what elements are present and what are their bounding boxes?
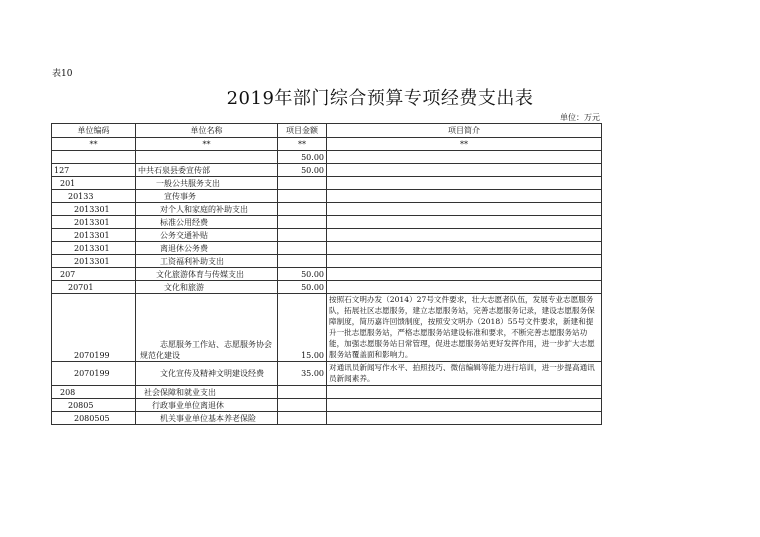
desc-cell	[327, 177, 602, 190]
code-cell: 20701	[52, 281, 136, 294]
code-cell: 2013301	[52, 229, 136, 242]
table-row	[52, 177, 602, 190]
name-cell	[136, 151, 278, 164]
amount-cell	[278, 190, 327, 203]
amount-cell: 50.00	[278, 281, 327, 294]
amount-cell	[278, 229, 327, 242]
desc-cell	[327, 412, 602, 425]
code-cell: 2080505	[52, 412, 136, 425]
code-cell	[52, 151, 136, 164]
placeholder-row	[52, 138, 602, 151]
code-cell: 20805	[52, 399, 136, 412]
table-row	[52, 399, 602, 412]
table-row	[52, 281, 602, 294]
name-cell: 行政事业单位离退休	[136, 399, 278, 412]
name-cell: 社会保障和就业支出	[136, 386, 278, 399]
desc-cell	[327, 190, 602, 203]
name-cell: 离退休公务费	[136, 242, 278, 255]
placeholder-cell: **	[327, 138, 602, 151]
amount-cell	[278, 177, 327, 190]
amount-cell	[278, 242, 327, 255]
table-row	[52, 412, 602, 425]
name-cell: 文化旅游体育与传媒支出	[136, 268, 278, 281]
name-cell: 文化和旅游	[136, 281, 278, 294]
amount-cell	[278, 255, 327, 268]
name-cell: 工资福利补助支出	[136, 255, 278, 268]
code-cell: 201	[52, 177, 136, 190]
desc-cell	[327, 229, 602, 242]
desc-cell	[327, 203, 602, 216]
header-desc: 项目简介	[327, 124, 602, 138]
desc-cell	[327, 268, 602, 281]
code-cell: 2013301	[52, 216, 136, 229]
amount-cell	[278, 216, 327, 229]
amount-cell: 15.00	[278, 294, 327, 362]
header-code: 单位编码	[52, 124, 136, 138]
name-cell: 宣传事务	[136, 190, 278, 203]
desc-cell	[327, 399, 602, 412]
table-row	[52, 229, 602, 242]
table-row	[52, 255, 602, 268]
desc-cell	[327, 151, 602, 164]
code-cell: 2070199	[52, 362, 136, 386]
header-name: 单位名称	[136, 124, 278, 138]
table-row	[52, 268, 602, 281]
page-title: 2019年部门综合预算专项经费支出表	[226, 88, 534, 109]
amount-cell	[278, 399, 327, 412]
table-row	[52, 164, 602, 177]
placeholder-cell: **	[52, 138, 136, 151]
name-cell: 标准公用经费	[136, 216, 278, 229]
table-row	[52, 386, 602, 399]
code-cell: 2013301	[52, 203, 136, 216]
header-row	[52, 124, 602, 138]
amount-cell	[278, 203, 327, 216]
code-cell: 2013301	[52, 255, 136, 268]
code-cell: 127	[52, 164, 136, 177]
placeholder-cell: **	[136, 138, 278, 151]
name-cell: 机关事业单位基本养老保险	[136, 412, 278, 425]
code-cell: 2013301	[52, 242, 136, 255]
table-row	[52, 362, 602, 386]
amount-cell: 35.00	[278, 362, 327, 386]
amount-cell: 50.00	[278, 164, 327, 177]
budget-table	[51, 123, 602, 425]
table-row	[52, 242, 602, 255]
code-cell: 208	[52, 386, 136, 399]
desc-cell	[327, 242, 602, 255]
desc-cell	[327, 281, 602, 294]
amount-cell: 50.00	[278, 151, 327, 164]
desc-cell	[327, 386, 602, 399]
desc-cell	[327, 164, 602, 177]
table-row	[52, 203, 602, 216]
name-cell: 志愿服务工作站、志愿服务协会规范化建设	[136, 294, 278, 362]
desc-cell: 对通讯员新闻写作水平、拍照技巧、微信编辑等能力进行培训，进一步提高通讯员新闻素养。	[327, 362, 602, 386]
name-cell: 一般公共服务支出	[136, 177, 278, 190]
code-cell: 207	[52, 268, 136, 281]
name-cell: 公务交通补贴	[136, 229, 278, 242]
header-amount: 项目金额	[278, 124, 327, 138]
amount-cell	[278, 386, 327, 399]
code-cell: 20133	[52, 190, 136, 203]
placeholder-cell: **	[278, 138, 327, 151]
amount-cell: 50.00	[278, 268, 327, 281]
table-row	[52, 216, 602, 229]
desc-cell: 按照石文明办发（2014）27号文件要求，壮大志愿者队伍，发展专业志愿服务队，拓展社区志愿服务，建立志愿服务站，完善志愿服务记录，建设志愿服务保障制度，简历嘉许回馈制度，按照安文明办（2018）55号文件要求，新建和提升一批志愿服务站，严格志愿服务站建设标准和要求，不断完善志愿服务站功能，加强志愿服务站日常管理，促进志愿服务站更好发挥作用，进一步扩大志愿服务站覆盖面和影响力。	[327, 294, 602, 362]
desc-cell	[327, 255, 602, 268]
name-cell: 中共石泉县委宣传部	[136, 164, 278, 177]
table-row	[52, 294, 602, 362]
table-number: 表10	[52, 69, 73, 79]
code-cell: 2070199	[52, 294, 136, 362]
table-row	[52, 190, 602, 203]
name-cell: 文化宣传及精神文明建设经费	[136, 362, 278, 386]
desc-cell	[327, 216, 602, 229]
unit-label: 单位：万元	[560, 113, 600, 122]
amount-cell	[278, 412, 327, 425]
name-cell: 对个人和家庭的补助支出	[136, 203, 278, 216]
table-row	[52, 151, 602, 164]
